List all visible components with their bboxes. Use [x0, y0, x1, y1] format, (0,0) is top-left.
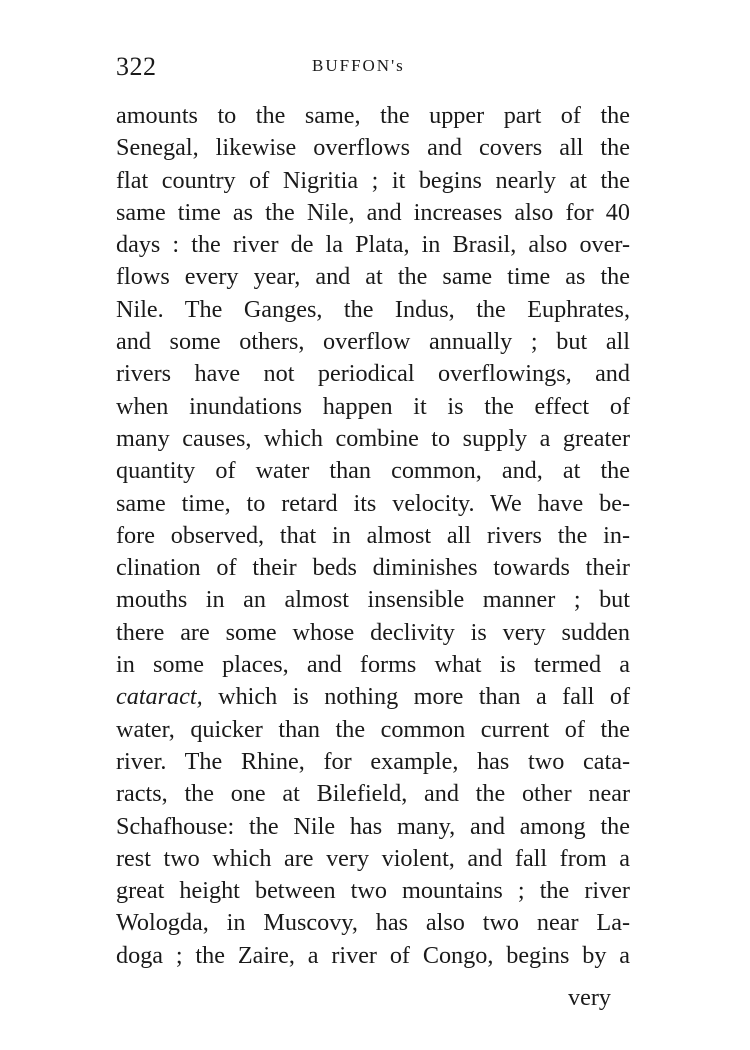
text-line: Schafhouse: the Nile has many, and among the [116, 812, 630, 840]
text-line: rest two which are very violent, and fall from a [116, 844, 630, 872]
page-number: 322 [116, 52, 157, 81]
text-line: in some places, and forms what is termed a [116, 651, 630, 679]
running-title: BUFFON's [312, 56, 405, 75]
text-line-cataract [116, 681, 630, 713]
text-line: Wologda, in Muscovy, has also two near La- [116, 909, 630, 937]
text-line: amounts to the same, the upper part of the [116, 102, 630, 129]
text-line: and some others, overflow annually ; but all [116, 328, 630, 356]
text-line: when inundations happen it is the effect of [116, 392, 630, 420]
text-line: flows every year, and at the same time as the [116, 263, 630, 291]
text-line: doga ; the Zaire, a river of Congo, begins by a [116, 941, 630, 969]
text-line: clination of their beds diminishes towards their [116, 554, 630, 582]
text-line: same time, to retard its velocity. We have be- [116, 489, 630, 517]
catchword: very [568, 984, 611, 1011]
text-line: flat country of Nigritia ; it begins nearly at the [116, 166, 630, 194]
text-line: Nile. The Ganges, the Indus, the Euphrates, [116, 295, 630, 323]
text-line: there are some whose declivity is very sudden [116, 618, 630, 646]
text-line: fore observed, that in almost all rivers the in- [116, 521, 630, 549]
text-line: racts, the one at Bilefield, and the other near [116, 780, 630, 808]
text-line: water, quicker than the common current of the [116, 715, 630, 743]
text-line: mouths in an almost insensible manner ; but [116, 586, 630, 614]
text-fragment: which is nothing more than a fall of [202, 683, 630, 711]
text-line: days : the river de la Plata, in Brasil, also over- [116, 231, 630, 259]
text-line: rivers have not periodical overflowings, and [116, 360, 630, 388]
text-line: Senegal, likewise overflows and covers all the [116, 134, 630, 162]
text-line: same time as the Nile, and increases also for 40 [116, 198, 630, 226]
running-head [116, 52, 630, 88]
body-text [116, 100, 630, 972]
text-line: river. The Rhine, for example, has two cata- [116, 747, 630, 775]
text-line: quantity of water than common, and, at the [116, 457, 630, 485]
italic-term: cataract, [116, 683, 203, 711]
text-line: great height between two mountains ; the river [116, 877, 630, 905]
text-line: many causes, which combine to supply a greater [116, 424, 630, 452]
